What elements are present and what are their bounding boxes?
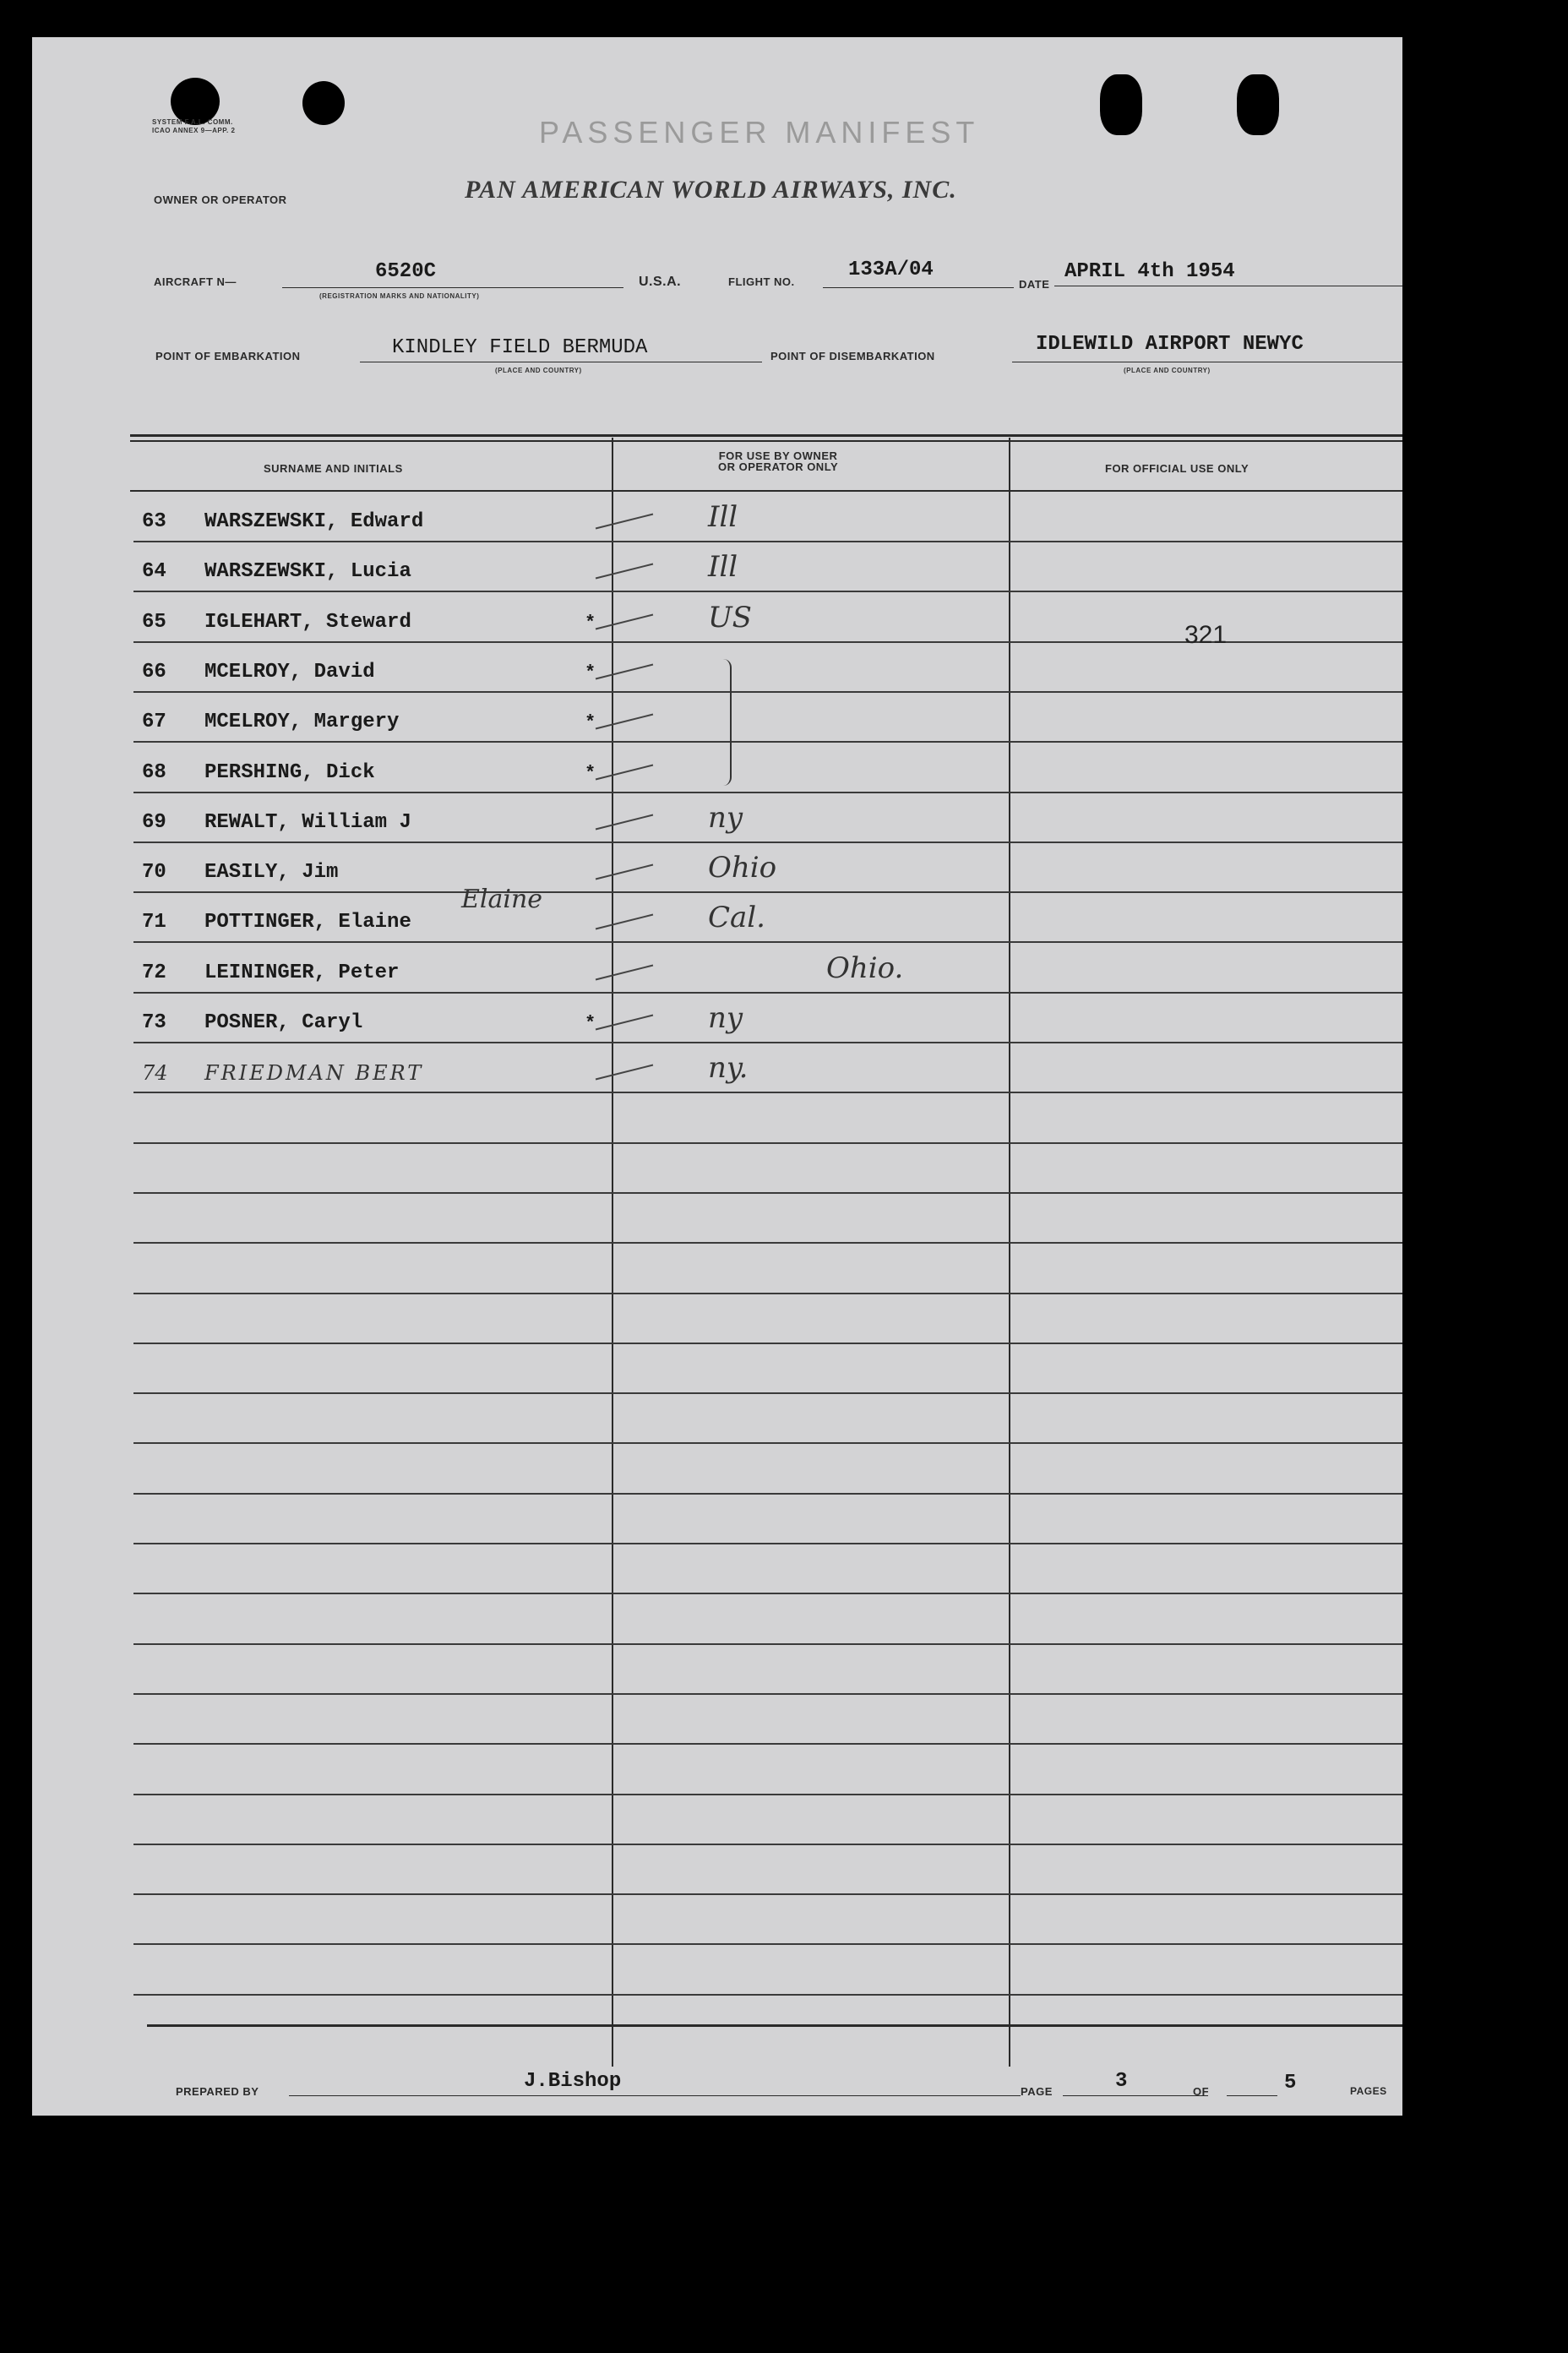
passenger-name: REWALT, William J bbox=[204, 811, 411, 834]
date-value: APRIL 4th 1954 bbox=[1064, 260, 1235, 283]
aircraft-value: 6520C bbox=[375, 260, 437, 283]
passenger-name: LEININGER, Peter bbox=[204, 961, 400, 984]
row-number: 66 bbox=[142, 661, 166, 684]
check-stroke bbox=[596, 664, 653, 680]
aircraft-label: AIRCRAFT N— bbox=[154, 275, 237, 288]
disembark-value: IDLEWILD AIRPORT NEWYC bbox=[1036, 333, 1304, 356]
owner-note: Cal. bbox=[708, 901, 765, 934]
check-stroke bbox=[596, 965, 653, 981]
passenger-name: EASILY, Jim bbox=[204, 861, 339, 884]
manifest-sheet bbox=[32, 37, 1402, 2116]
passenger-name: WARSZEWSKI, Lucia bbox=[204, 560, 411, 583]
column-header-owner bbox=[718, 450, 838, 472]
passenger-name: POSNER, Caryl bbox=[204, 1011, 363, 1034]
of-underline bbox=[1227, 2095, 1277, 2096]
prepared-label: PREPARED BY bbox=[176, 2085, 259, 2098]
official-note: 321 bbox=[1184, 621, 1228, 649]
passenger-name: PERSHING, Dick bbox=[204, 761, 375, 784]
row-number: 73 bbox=[142, 1011, 166, 1034]
check-stroke bbox=[596, 765, 653, 781]
column-header-surname: SURNAME AND INITIALS bbox=[264, 462, 403, 475]
column-header-owner-line1: FOR USE BY OWNER bbox=[718, 449, 838, 462]
check-stroke bbox=[596, 564, 653, 580]
row-number: 74 bbox=[142, 1061, 168, 1085]
row-rule bbox=[133, 1493, 1402, 1495]
usa-label: U.S.A. bbox=[639, 275, 682, 289]
check-stroke bbox=[596, 864, 653, 880]
punch-hole bbox=[1237, 74, 1279, 135]
check-stroke bbox=[596, 614, 653, 630]
row-number: 67 bbox=[142, 711, 166, 733]
row-mark: * bbox=[585, 763, 596, 784]
row-number: 63 bbox=[142, 510, 166, 533]
row-rule bbox=[133, 1743, 1402, 1745]
check-stroke bbox=[596, 514, 653, 530]
table-top-rule-2 bbox=[130, 440, 1402, 442]
of-label: OF bbox=[1193, 2085, 1210, 2098]
column-divider-1 bbox=[612, 438, 613, 2067]
row-rule bbox=[133, 1794, 1402, 1795]
flight-value: 133A/04 bbox=[848, 259, 934, 281]
owner-note: US bbox=[708, 601, 752, 635]
column-header-owner-line2: OR OPERATOR ONLY bbox=[718, 460, 839, 473]
row-rule bbox=[133, 541, 1402, 542]
row-rule bbox=[133, 591, 1402, 592]
row-rule bbox=[133, 1293, 1402, 1294]
row-rule bbox=[133, 842, 1402, 843]
row-rule bbox=[133, 741, 1402, 743]
owner-note: ny. bbox=[708, 1051, 749, 1085]
owner-label: OWNER OR OPERATOR bbox=[154, 193, 287, 206]
prepared-underline bbox=[289, 2095, 1021, 2096]
row-rule bbox=[133, 1593, 1402, 1594]
row-rule bbox=[133, 1042, 1402, 1043]
of-value: 5 bbox=[1284, 2072, 1297, 2094]
passenger-name: POTTINGER, Elaine bbox=[204, 911, 411, 934]
row-number: 68 bbox=[142, 761, 166, 784]
row-rule bbox=[133, 1643, 1402, 1645]
row-rule bbox=[133, 1392, 1402, 1394]
row-rule bbox=[133, 1242, 1402, 1244]
column-header-official: FOR OFFICIAL USE ONLY bbox=[1105, 462, 1250, 475]
check-stroke bbox=[596, 714, 653, 730]
row-number: 70 bbox=[142, 861, 166, 884]
date-label: DATE bbox=[1019, 278, 1050, 291]
aircraft-sublabel: (REGISTRATION MARKS AND NATIONALITY) bbox=[319, 292, 480, 300]
form-reference bbox=[152, 118, 235, 135]
row-mark: * bbox=[585, 662, 596, 684]
punch-hole bbox=[1100, 74, 1142, 135]
page-title: PASSENGER MANIFEST bbox=[539, 115, 980, 150]
row-rule bbox=[133, 1142, 1402, 1144]
page-underline bbox=[1063, 2095, 1208, 2096]
passenger-name: IGLEHART, Steward bbox=[204, 611, 411, 634]
page-label: PAGE bbox=[1021, 2085, 1053, 2098]
handwritten-insert: Elaine bbox=[461, 885, 543, 914]
embark-sublabel: (PLACE AND COUNTRY) bbox=[495, 367, 582, 374]
row-rule bbox=[133, 691, 1402, 693]
row-rule bbox=[133, 792, 1402, 793]
flight-label: FLIGHT NO. bbox=[728, 275, 795, 288]
row-rule bbox=[133, 1543, 1402, 1544]
row-rule bbox=[133, 992, 1402, 994]
check-stroke bbox=[596, 1015, 653, 1031]
row-rule bbox=[133, 1192, 1402, 1194]
owner-note: Ohio bbox=[708, 851, 777, 885]
row-rule bbox=[133, 941, 1402, 943]
row-rule bbox=[133, 1893, 1402, 1895]
row-rule bbox=[133, 1442, 1402, 1444]
row-mark: * bbox=[585, 613, 596, 634]
row-mark: * bbox=[585, 712, 596, 733]
flight-underline bbox=[823, 287, 1014, 288]
row-number: 69 bbox=[142, 811, 166, 834]
embark-label: POINT OF EMBARKATION bbox=[155, 350, 301, 362]
row-rule bbox=[133, 1844, 1402, 1845]
row-number: 71 bbox=[142, 911, 166, 934]
header-bottom-rule bbox=[130, 490, 1402, 492]
row-rule bbox=[133, 1092, 1402, 1093]
pages-label: PAGES bbox=[1350, 2085, 1387, 2097]
footer-rule bbox=[147, 2024, 1402, 2027]
row-mark: * bbox=[585, 1013, 596, 1034]
aircraft-underline bbox=[282, 287, 623, 288]
row-rule bbox=[133, 1343, 1402, 1344]
row-rule bbox=[133, 1994, 1402, 1996]
bracket-stroke bbox=[721, 659, 732, 786]
table-top-rule bbox=[130, 434, 1402, 437]
owner-note: Ill bbox=[708, 500, 738, 534]
passenger-name: FRIEDMAN BERT bbox=[204, 1061, 424, 1085]
punch-hole bbox=[302, 81, 345, 125]
row-rule bbox=[133, 1943, 1402, 1945]
embark-value: KINDLEY FIELD BERMUDA bbox=[392, 336, 648, 359]
owner-note: ny bbox=[708, 1001, 743, 1035]
owner-value: PAN AMERICAN WORLD AIRWAYS, INC. bbox=[465, 176, 957, 204]
passenger-name: MCELROY, David bbox=[204, 661, 375, 684]
prepared-value: J.Bishop bbox=[524, 2070, 622, 2093]
passenger-name: WARSZEWSKI, Edward bbox=[204, 510, 424, 533]
row-rule bbox=[133, 1693, 1402, 1695]
check-stroke bbox=[596, 1065, 653, 1081]
check-stroke bbox=[596, 914, 653, 930]
form-reference-line2: ICAO ANNEX 9—APP. 2 bbox=[152, 127, 236, 134]
row-number: 72 bbox=[142, 961, 166, 984]
row-number: 64 bbox=[142, 560, 166, 583]
owner-note: Ill bbox=[708, 550, 738, 584]
disembark-label: POINT OF DISEMBARKATION bbox=[770, 350, 935, 362]
passenger-name: MCELROY, Margery bbox=[204, 711, 400, 733]
owner-note: Ohio. bbox=[826, 951, 904, 985]
form-reference-line1: SYSTEM F.A.L. COMM. bbox=[152, 118, 233, 126]
row-number: 65 bbox=[142, 611, 166, 634]
page-value: 3 bbox=[1115, 2070, 1128, 2093]
owner-note: ny bbox=[708, 801, 743, 835]
check-stroke bbox=[596, 814, 653, 831]
disembark-sublabel: (PLACE AND COUNTRY) bbox=[1124, 367, 1211, 374]
column-divider-2 bbox=[1009, 438, 1010, 2067]
row-rule bbox=[133, 891, 1402, 893]
